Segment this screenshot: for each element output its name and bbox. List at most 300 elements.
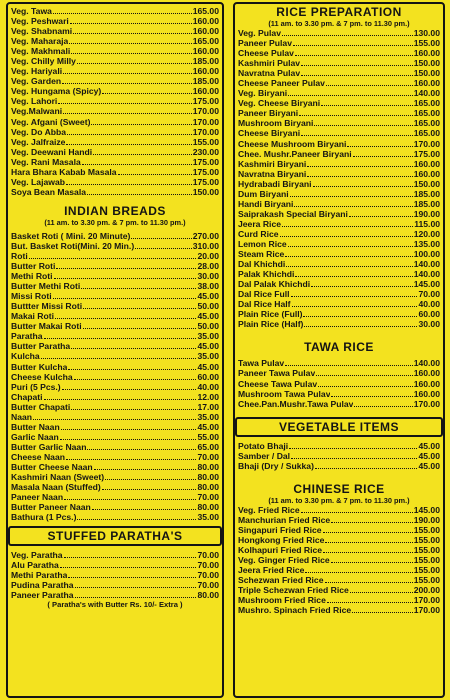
- menu-item: [11, 127, 219, 137]
- dot-leader: [58, 97, 191, 104]
- menu-item: [11, 472, 219, 482]
- dot-leader: [70, 17, 192, 24]
- dot-leader: [64, 493, 196, 500]
- dot-leader: [63, 107, 192, 114]
- menu-item-price: 30.00: [197, 271, 219, 282]
- menu-item-price: 70.00: [197, 550, 219, 561]
- dot-leader: [315, 462, 418, 469]
- menu-item: [238, 38, 440, 48]
- menu-item: [238, 219, 440, 229]
- menu-item: [238, 48, 440, 58]
- menu-item-price: 170.00: [413, 595, 440, 606]
- menu-item: [11, 580, 219, 590]
- menu-item: [11, 560, 219, 570]
- menu-item: [238, 451, 440, 461]
- menu-item-price: 80.00: [197, 502, 219, 513]
- dot-leader: [71, 342, 196, 349]
- menu-item-name: Butter Paratha: [11, 341, 71, 352]
- dot-leader: [73, 27, 192, 34]
- menu-item: [11, 86, 219, 96]
- dot-leader: [295, 270, 412, 277]
- dot-leader: [33, 413, 196, 420]
- menu-item-price: 175.00: [192, 96, 219, 107]
- dot-leader: [313, 180, 413, 187]
- dot-leader: [282, 220, 413, 227]
- menu-item-price: 150.00: [192, 186, 219, 197]
- dot-leader: [93, 148, 192, 155]
- menu-item: [238, 319, 440, 329]
- menu-item-price: 40.00: [418, 299, 440, 310]
- tawa-rice-list: [238, 358, 440, 408]
- menu-item-price: 230.00: [192, 146, 219, 157]
- menu-item: [11, 392, 219, 402]
- menu-item-name: Methi Roti: [11, 271, 53, 282]
- menu-item-name: Veg. Afgani (Sweet): [11, 116, 91, 127]
- dot-leader: [81, 282, 196, 289]
- menu-item-price: 12.00: [197, 391, 219, 402]
- menu-item-price: 165.00: [413, 98, 440, 109]
- menu-item-price: 170.00: [192, 106, 219, 117]
- dot-leader: [68, 571, 196, 578]
- dot-leader: [331, 516, 413, 523]
- dot-leader: [327, 596, 413, 603]
- menu-item-name: Basket Roti ( Mini. 20 Minute): [11, 230, 131, 241]
- dot-leader: [131, 232, 191, 239]
- menu-item: [11, 76, 219, 86]
- menu-item-name: Butter Roti: [11, 261, 56, 272]
- menu-item-name: Cheese Mushroom Biryani: [238, 138, 347, 149]
- menu-item-name: Veg. Jalfraize: [11, 136, 66, 147]
- menu-item: [238, 259, 440, 269]
- menu-item: [238, 299, 440, 309]
- dot-leader: [280, 230, 413, 237]
- menu-item-price: 155.00: [413, 544, 440, 555]
- menu-item: [11, 452, 219, 462]
- menu-item-name: Veg. Shabnami: [11, 26, 73, 37]
- menu-item-name: Steam Rice: [238, 249, 285, 260]
- menu-item-price: 45.00: [197, 361, 219, 372]
- menu-item-name: Cheese Pulav: [238, 48, 294, 59]
- menu-item-name: Kashmiri Pulav: [238, 58, 301, 69]
- dot-leader: [323, 546, 413, 553]
- menu-item-price: 140.00: [413, 259, 440, 270]
- menu-item-name: Soya Bean Masala: [11, 186, 86, 197]
- dot-leader: [301, 59, 413, 66]
- menu-item: [11, 106, 219, 116]
- dot-leader: [105, 473, 196, 480]
- dot-leader: [87, 188, 192, 195]
- menu-item-price: 35.00: [197, 351, 219, 362]
- menu-item: [11, 157, 219, 167]
- menu-item: [11, 570, 219, 580]
- menu-item: [11, 512, 219, 522]
- menu-item-name: Veg. Lajawab: [11, 176, 65, 187]
- menu-item-price: 17.00: [197, 401, 219, 412]
- menu-item-name: Hydrabadi Biryani: [238, 178, 312, 189]
- menu-item: [238, 269, 440, 279]
- dot-leader: [311, 280, 413, 287]
- menu-item-name: Cheese Paneer Pulav: [238, 78, 325, 89]
- vegetable-items-list: [238, 441, 440, 471]
- menu-item-price: 155.00: [413, 575, 440, 586]
- menu-item: [11, 167, 219, 177]
- dot-leader: [323, 526, 413, 533]
- dot-leader: [62, 383, 197, 390]
- menu-item-price: 55.00: [197, 431, 219, 442]
- dot-leader: [55, 312, 197, 319]
- menu-item-price: 155.00: [192, 136, 219, 147]
- menu-item-price: 80.00: [197, 472, 219, 483]
- dot-leader: [347, 140, 412, 147]
- menu-item: [11, 362, 219, 372]
- dot-leader: [288, 240, 413, 247]
- menu-item: [11, 351, 219, 361]
- menu-item-price: 160.00: [413, 168, 440, 179]
- menu-item-price: 28.00: [197, 261, 219, 272]
- menu-item: [238, 505, 440, 515]
- menu-item-price: 160.00: [192, 66, 219, 77]
- dot-leader: [53, 292, 197, 299]
- menu-item-price: 185.00: [192, 56, 219, 67]
- menu-item-name: Paneer Naan: [11, 492, 64, 503]
- menu-item: [238, 358, 440, 368]
- menu-item-price: 38.00: [197, 281, 219, 292]
- menu-item-price: 160.00: [192, 86, 219, 97]
- menu-item-name: Chapati: [11, 391, 43, 402]
- menu-item: [11, 231, 219, 241]
- dot-leader: [352, 606, 413, 613]
- menu-item-name: Jeera Rice: [238, 218, 282, 229]
- menu-item: [238, 149, 440, 159]
- menu-item: [238, 118, 440, 128]
- dot-leader: [44, 393, 197, 400]
- menu-item-price: 145.00: [413, 504, 440, 515]
- menu-item-name: Chee.Pan.Mushr.Tawa Pulav: [238, 398, 354, 409]
- menu-item-name: Veg. Paratha: [11, 550, 63, 561]
- menu-item-price: 45.00: [418, 450, 440, 461]
- menu-item-name: Kashmiri Naan (Sweet): [11, 472, 105, 483]
- menu-item-price: 175.00: [192, 166, 219, 177]
- chinese-rice-timing: (11 am. to 3.30 pm. & 7 pm. to 11.30 pm.): [268, 495, 410, 505]
- menu-item-price: 40.00: [197, 381, 219, 392]
- menu-item-name: Pudina Paratha: [11, 580, 74, 591]
- menu-item-name: Mushro. Spinach Fried Rice: [238, 605, 352, 616]
- menu-item: [238, 399, 440, 409]
- menu-item-price: 50.00: [197, 301, 219, 312]
- menu-item-name: Veg. Deewani Handi: [11, 146, 93, 157]
- menu-item-name: Bhaji (Dry / Sukka): [238, 460, 314, 471]
- dot-leader: [63, 67, 192, 74]
- dot-leader: [71, 403, 196, 410]
- dot-leader: [66, 138, 191, 145]
- menu-item-name: Mushroom Tawa Pulav: [238, 388, 331, 399]
- menu-item-name: Methi Paratha: [11, 570, 68, 581]
- rice-preparation-heading: RICE PREPARATION: [276, 5, 402, 19]
- menu-item-name: Veg. Hungama (Spicy): [11, 86, 102, 97]
- menu-item: [238, 379, 440, 389]
- menu-item: [11, 412, 219, 422]
- menu-item: [238, 525, 440, 535]
- menu-item: [11, 432, 219, 442]
- menu-item-price: 35.00: [197, 411, 219, 422]
- menu-item-name: Butter Kulcha: [11, 361, 68, 372]
- menu-item-price: 185.00: [413, 188, 440, 199]
- menu-item-name: Potato Bhaji: [238, 440, 289, 451]
- menu-item: [238, 555, 440, 565]
- menu-item-price: 45.00: [418, 440, 440, 451]
- menu-item: [11, 147, 219, 157]
- menu-item-price: 45.00: [418, 460, 440, 471]
- menu-item: [11, 36, 219, 46]
- dot-leader: [295, 49, 413, 56]
- dot-leader: [350, 586, 413, 593]
- dot-leader: [282, 29, 413, 36]
- menu-item-name: Veg. Hariyali: [11, 66, 63, 77]
- dot-leader: [69, 37, 191, 44]
- stuffed-parathas-note: ( Paratha's with Butter Rs. 10/- Extra ): [47, 600, 183, 610]
- dot-leader: [301, 506, 413, 513]
- menu-item: [238, 575, 440, 585]
- menu-item: [238, 565, 440, 575]
- menu-item-price: 70.00: [197, 492, 219, 503]
- menu-item-price: 200.00: [413, 585, 440, 596]
- menu-item-price: 80.00: [197, 590, 219, 601]
- menu-item-name: Hongkong Fried Rice: [238, 534, 325, 545]
- menu-item: [11, 271, 219, 281]
- dot-leader: [60, 561, 197, 568]
- menu-item-price: 170.00: [413, 138, 440, 149]
- dot-leader: [326, 79, 413, 86]
- menu-item: [11, 321, 219, 331]
- menu-item: [238, 239, 440, 249]
- menu-item: [238, 545, 440, 555]
- menu-item: [238, 199, 440, 209]
- menu-item-name: Jeera Fried Rice: [238, 565, 305, 576]
- dot-leader: [29, 252, 197, 259]
- dot-leader: [290, 190, 413, 197]
- rice-preparation-list: [238, 28, 440, 329]
- menu-item-price: 65.00: [197, 441, 219, 452]
- menu-item-name: Veg. Makhmali: [11, 46, 71, 57]
- dot-leader: [77, 57, 192, 64]
- menu-item: [238, 68, 440, 78]
- menu-item-price: 190.00: [413, 208, 440, 219]
- menu-item-name: Handi Biryani: [238, 198, 294, 209]
- menu-item-price: 160.00: [413, 48, 440, 59]
- dot-leader: [53, 7, 192, 14]
- dot-leader: [318, 380, 413, 387]
- menu-item-price: 135.00: [413, 238, 440, 249]
- dot-leader: [316, 369, 412, 376]
- menu-item-name: Kulcha: [11, 351, 40, 362]
- menu-item-price: 165.00: [192, 6, 219, 16]
- menu-item: [238, 515, 440, 525]
- dot-leader: [301, 129, 413, 136]
- menu-item: [11, 550, 219, 560]
- menu-item-price: 310.00: [192, 240, 219, 251]
- menu-item: [238, 279, 440, 289]
- menu-item: [238, 159, 440, 169]
- menu-item-price: 50.00: [197, 321, 219, 332]
- menu-item-price: 80.00: [197, 482, 219, 493]
- menu-item-price: 70.00: [418, 289, 440, 300]
- menu-item-name: Cheese Tawa Pulav: [238, 378, 318, 389]
- menu-item-name: Veg. Ginger Fried Rice: [238, 555, 330, 566]
- dot-leader: [307, 160, 412, 167]
- menu-item-name: Naan: [11, 411, 33, 422]
- menu-item-name: Veg. Pulav: [238, 28, 281, 38]
- menu-item-name: Plain Rice (Full): [238, 309, 303, 320]
- menu-item-name: Mushroom Biryani: [238, 118, 314, 129]
- menu-item: [238, 139, 440, 149]
- indian-breads-timing: (11 am. to 3.30 pm. & 7 pm. to 11.30 pm.): [44, 217, 186, 227]
- menu-item-name: Dal Rice Half: [238, 299, 291, 310]
- menu-item-name: Paneer Pulav: [238, 38, 292, 49]
- dot-leader: [299, 109, 413, 116]
- dot-leader: [64, 551, 197, 558]
- menu-item: [11, 46, 219, 56]
- menu-item: [11, 442, 219, 452]
- indian-breads-heading: INDIAN BREADS: [64, 203, 166, 218]
- menu-item-name: Curd Rice: [238, 228, 279, 239]
- menu-item-price: 175.00: [413, 148, 440, 159]
- dot-leader: [75, 581, 197, 588]
- menu-item-name: Chee. Mushr.Paneer Biryani: [238, 148, 352, 159]
- menu-item-name: Cheese Biryani: [238, 128, 301, 139]
- menu-item: [238, 585, 440, 595]
- menu-item-price: 70.00: [197, 451, 219, 462]
- menu-item: [11, 261, 219, 271]
- menu-item-name: Schezwan Fried Rice: [238, 575, 324, 586]
- dot-leader: [41, 352, 197, 359]
- dot-leader: [288, 89, 413, 96]
- menu-item: [238, 309, 440, 319]
- menu-item-name: Dal Rice Full: [238, 289, 290, 300]
- dot-leader: [91, 118, 191, 125]
- menu-item-name: Veg. Biryani: [238, 88, 288, 99]
- dot-leader: [303, 310, 417, 317]
- menu-item-price: 60.00: [197, 371, 219, 382]
- menu-item-name: Triple Schezwan Fried Rice: [238, 585, 349, 596]
- menu-item-name: Veg. Rani Masala: [11, 156, 81, 167]
- dot-leader: [44, 332, 197, 339]
- dot-leader: [331, 556, 413, 563]
- dot-leader: [135, 242, 192, 249]
- menu-item-price: 20.00: [197, 250, 219, 261]
- menu-item: [238, 249, 440, 259]
- menu-item-price: 170.00: [192, 116, 219, 127]
- menu-item-price: 155.00: [413, 534, 440, 545]
- menu-item-name: Dal Palak Khichdi: [238, 279, 311, 290]
- menu-item: [11, 291, 219, 301]
- menu-item-price: 165.00: [413, 108, 440, 119]
- menu-item: [11, 590, 219, 600]
- dot-leader: [66, 178, 192, 185]
- menu-item-name: Butter Methi Roti: [11, 281, 81, 292]
- menu-item-price: 120.00: [413, 228, 440, 239]
- menu-item-price: 160.00: [413, 388, 440, 399]
- dot-leader: [118, 168, 192, 175]
- menu-item-name: Butter Garlic Naan: [11, 441, 87, 452]
- menu-item-price: 35.00: [197, 331, 219, 342]
- menu-item: [11, 492, 219, 502]
- menu-item-name: Butter Paneer Naan: [11, 502, 91, 513]
- menu-item: [11, 331, 219, 341]
- menu-item: [238, 595, 440, 605]
- menu-item: [11, 137, 219, 147]
- menu-item: [238, 169, 440, 179]
- menu-item: [238, 368, 440, 378]
- menu-item-name: Veg. Peshwari: [11, 16, 69, 27]
- menu-item-name: Cheese Kulcha: [11, 371, 73, 382]
- menu-item-name: Singapuri Fried Rice: [238, 524, 322, 535]
- menu-item-name: But. Basket Roti(Mini. 20 Min.): [11, 240, 135, 251]
- menu-item-price: 45.00: [197, 291, 219, 302]
- menu-item-price: 170.00: [413, 398, 440, 409]
- menu-item: [11, 96, 219, 106]
- menu-item-price: 160.00: [413, 158, 440, 169]
- menu-item-name: Kolhapuri Fried Rice: [238, 544, 323, 555]
- dot-leader: [353, 150, 413, 157]
- menu-item: [11, 6, 219, 16]
- dot-leader: [102, 483, 197, 490]
- dot-leader: [56, 262, 196, 269]
- menu-item-price: 155.00: [413, 565, 440, 576]
- dot-leader: [292, 300, 418, 307]
- menu-item-name: Butter Chapati: [11, 401, 71, 412]
- menu-item: [11, 502, 219, 512]
- menu-item-price: 115.00: [414, 218, 440, 229]
- menu-item-name: Paneer Paratha: [11, 590, 74, 601]
- indian-breads-list: [11, 231, 219, 522]
- dot-leader: [60, 433, 197, 440]
- menu-item: [11, 422, 219, 432]
- menu-item-price: 35.00: [197, 512, 219, 523]
- menu-item-price: 150.00: [413, 58, 440, 69]
- menu-item-price: 70.00: [197, 570, 219, 581]
- menu-item-price: 170.00: [192, 126, 219, 137]
- menu-item: [238, 461, 440, 471]
- menu-item: [11, 482, 219, 492]
- menu-item-name: Veg. Tawa: [11, 6, 52, 16]
- menu-item-price: 45.00: [197, 421, 219, 432]
- dot-leader: [61, 423, 197, 430]
- menu-item: [11, 251, 219, 261]
- dot-leader: [289, 442, 417, 449]
- menu-item: [238, 389, 440, 399]
- menu-item-price: 100.00: [413, 249, 440, 260]
- chinese-rice-list: [238, 505, 440, 616]
- menu-item-price: 140.00: [413, 88, 440, 99]
- menu-item: [238, 98, 440, 108]
- menu-item-name: Makai Roti: [11, 311, 54, 322]
- dot-leader: [82, 158, 192, 165]
- menu-item: [238, 605, 440, 615]
- menu-item: [11, 187, 219, 197]
- dot-leader: [285, 250, 412, 257]
- dot-leader: [75, 591, 197, 598]
- menu-item-price: 190.00: [413, 514, 440, 525]
- menu-item-price: 185.00: [413, 198, 440, 209]
- menu-item: [238, 58, 440, 68]
- menu-item: [238, 289, 440, 299]
- menu-item-name: Cheese Naan: [11, 451, 65, 462]
- veg-items-list: [11, 6, 219, 197]
- menu-item-name: Plain Rice (Half): [238, 319, 304, 330]
- menu-item-price: 70.00: [197, 580, 219, 591]
- menu-item-name: Veg.Malwani: [11, 106, 63, 117]
- dot-leader: [294, 200, 412, 207]
